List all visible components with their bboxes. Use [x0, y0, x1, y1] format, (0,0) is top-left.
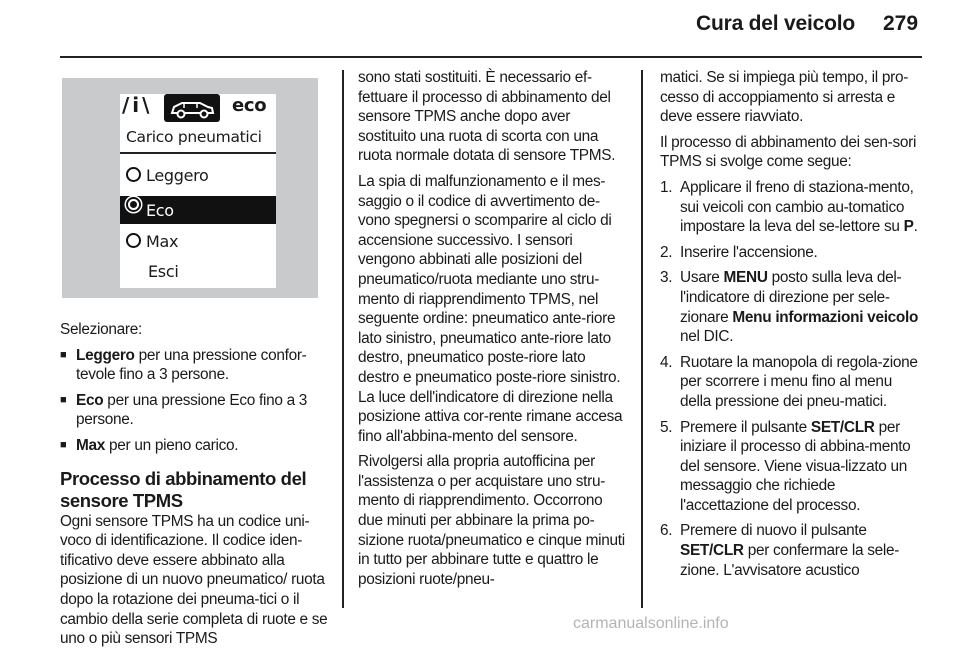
bullet-term: Leggero — [76, 346, 135, 364]
column-divider — [641, 70, 643, 608]
step-text: Applicare il freno di staziona-mento, sui veicoli con cambio au-tomatico impostare la leva del se-lettore su — [680, 178, 914, 236]
bullet-text: per una pressione Eco fino a 3 persone. — [76, 391, 308, 429]
step-text: Usare — [680, 269, 724, 287]
car-icon — [164, 94, 220, 122]
option-max — [126, 232, 178, 252]
step-text: Premere di nuovo il pulsante — [680, 522, 867, 540]
body-paragraph: La spia di malfunzionamento e il mes-saggio o il codice di avvertimento de-vono spegnersi o scomparire al ciclo di accensione successivo. I sensori vengono abbinati alle posizioni del pneumatico/ruota mediante uno stru-mento di riapprendimento TPMS, nel seguente ordine: pneumatico ante-riore lato sinistro, pneumatico ante-riore lato destro, pneumatico poste-riore lato destro e pneumatico poste-riore sinistro. La luce dell'indicatore di direzione nella posizione attiva cor-rente rimane accesa fino all'abbina-mento del sensore. — [358, 172, 623, 445]
step-bold: Menu informazioni veicolo — [732, 308, 919, 326]
bullet-term: Eco — [76, 391, 104, 409]
step-item — [660, 243, 924, 263]
option-label: Eco — [146, 201, 174, 220]
step-item — [660, 353, 924, 412]
step-bold: MENU — [723, 269, 768, 287]
menu-title: Carico pneumatici — [126, 128, 262, 146]
eco-label: eco — [232, 95, 267, 116]
step-number: 1. — [660, 178, 673, 196]
step-text: Ruotare la manopola di regola-zione per scorrere i menu fino al menu della pressione dei pneu-matici. — [680, 353, 918, 410]
column-divider — [342, 70, 344, 608]
step-item — [660, 178, 924, 237]
bullet-text: per una pressione confor-tevole fino a 3 persone. — [76, 346, 307, 384]
body-paragraph: Il processo di abbinamento dei sen-sori TPMS si svolge come segue: — [660, 133, 917, 171]
page-number: 279 — [883, 12, 919, 35]
step-text: Premere il pulsante — [680, 418, 811, 436]
exit-option: Esci — [148, 262, 179, 281]
step-number: 4. — [660, 353, 673, 371]
step-text: . — [913, 218, 918, 236]
step-text: posto sulla leva del-l'indicatore di direzione per sele-zionare — [680, 269, 902, 326]
bullet-item — [60, 391, 328, 430]
body-paragraph: matici. Se si impiega più tempo, il pro-cesso di accoppiamento si arresta e deve essere riavviato. — [660, 69, 909, 126]
body-paragraph: Ogni sensore TPMS ha un codice uni-voco di identificazione. Il codice iden-tificativo deve essere abbinato alla posizione di un nuovo pneumatico/ ruota dopo la rotazione dei pneuma-tici o il cambio della serie completa di ruote e se uno o più sensori TPMS — [60, 512, 328, 648]
radio-icon — [126, 167, 141, 182]
column-2 — [358, 68, 626, 589]
radio-selected-icon — [128, 199, 139, 210]
step-bold: SET/CLR — [810, 418, 875, 436]
step-text: nel DIC. — [680, 328, 734, 346]
display-top-bar — [120, 94, 276, 122]
option-label: Leggero — [146, 166, 209, 185]
watermark: carmanualsonline.info — [573, 615, 729, 632]
section-heading: Processo di abbinamento del sensore TPMS — [60, 467, 307, 511]
menu-divider — [120, 152, 276, 154]
step-text: Inserire l'accensione. — [680, 243, 818, 261]
step-item — [660, 268, 924, 346]
tab-icons: / i \ — [122, 93, 148, 117]
step-number: 5. — [660, 418, 673, 436]
step-bold: SET/CLR — [680, 542, 744, 560]
step-text: per confermare la sele-zione. L'avvisatore acustico — [680, 542, 900, 579]
step-item — [660, 418, 924, 516]
steps-list — [660, 178, 924, 580]
option-label: Max — [146, 232, 179, 251]
header-rule — [60, 56, 922, 58]
option-eco-selected — [120, 196, 276, 224]
tire-load-display-figure — [62, 78, 318, 298]
step-number: 6. — [660, 522, 673, 540]
bullet-text: per un pieno carico. — [105, 436, 239, 454]
running-header-title: Cura del veicolo — [696, 12, 856, 35]
bullet-item — [60, 346, 328, 385]
option-leggero — [126, 166, 209, 186]
body-paragraph: sono stati sostituiti. È necessario ef-fettuare il processo di abbinamento del sensore TPMS anche dopo aver sostituito una ruota di scorta con una ruota normale dotata di sensore TPMS. — [358, 69, 616, 165]
step-number: 2. — [660, 243, 673, 261]
display-screen — [120, 94, 276, 288]
select-label: Selezionare: — [60, 321, 142, 338]
column-3 — [660, 68, 924, 580]
radio-icon — [126, 233, 141, 248]
step-number: 3. — [660, 269, 673, 287]
body-paragraph: Rivolgersi alla propria autofficina per l'assistenza o per acquistare uno stru-mento di riapprendimento. Occorrono due minuti per abbinare la prima po-sizione ruota/pneumatico e cinque minuti in tutto per abbinare tutte e quattro le posizioni ruote/pneu- — [358, 453, 625, 588]
column-1 — [60, 68, 328, 649]
bullet-term: Max — [76, 436, 106, 454]
step-bold: P — [903, 218, 914, 236]
step-item — [660, 521, 924, 580]
step-text: per iniziare il processo di abbina-mento del sensore. Viene visua-lizzato un messaggio che richiede l'accettazione del processo. — [680, 418, 911, 514]
bullet-item — [60, 436, 328, 456]
